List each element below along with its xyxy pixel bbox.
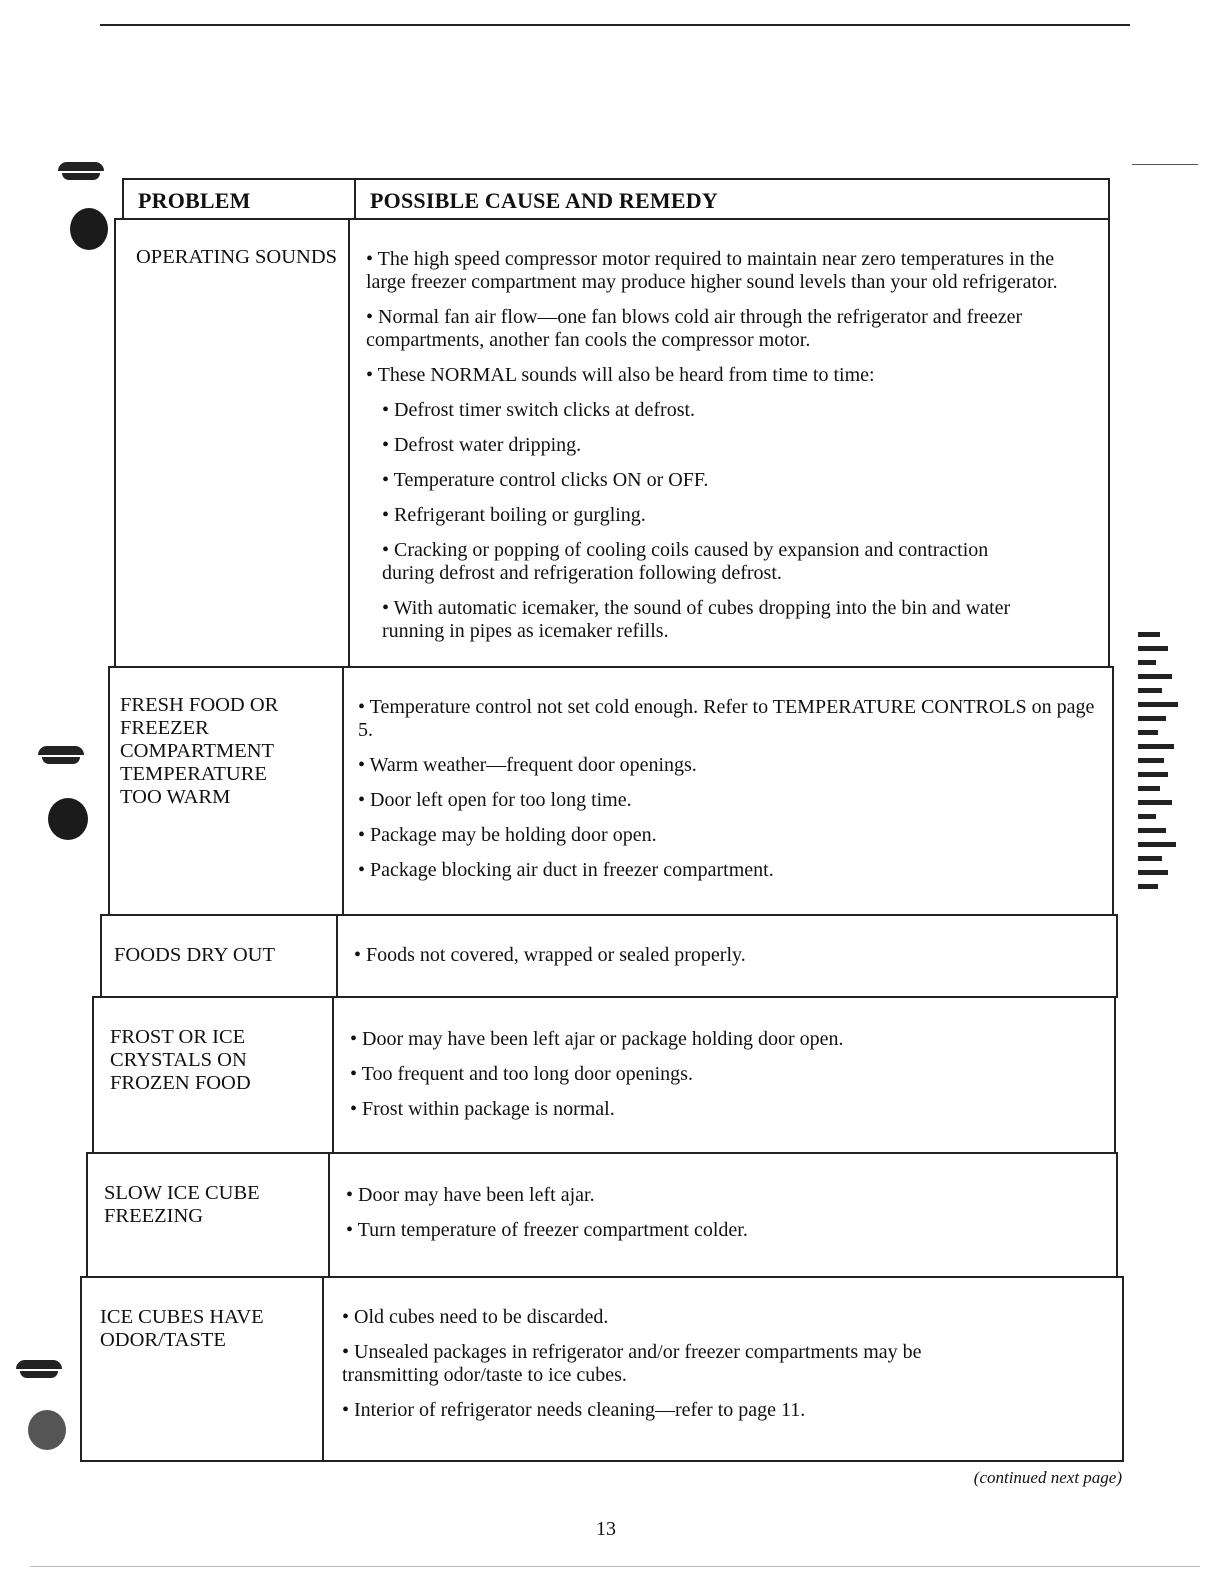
header-problem: PROBLEM [138, 188, 251, 213]
remedy-item: • Unsealed packages in refrigerator and/or freezer compartments may be transmitting odor/taste to ice cubes. [342, 1341, 922, 1386]
binder-clip-icon [16, 1360, 62, 1378]
problem-label: OPERATING SOUNDS [136, 246, 338, 268]
problem-label: FOODS DRY OUT [114, 944, 275, 966]
remedy-item: • Foods not covered, wrapped or sealed properly. [354, 944, 746, 966]
remedy-item: • The high speed compressor motor required to maintain near zero temperatures in the large freezer compartment may produce higher sound levels than your old refrigerator. [366, 248, 1058, 293]
table-row [92, 996, 1116, 1154]
binder-clip-icon [38, 746, 84, 764]
table-row [80, 1276, 1124, 1462]
remedy-item: • Too frequent and too long door openings. [350, 1063, 693, 1085]
remedy-item: • Door left open for too long time. [358, 789, 632, 811]
registration-marks [1138, 632, 1182, 898]
table-row [108, 666, 1114, 916]
remedy-item: • Interior of refrigerator needs cleaning—refer to page 11. [342, 1399, 806, 1421]
remedy-item: • Door may have been left ajar or package holding door open. [350, 1028, 844, 1050]
table-row [86, 1152, 1118, 1278]
right-rule [1132, 164, 1198, 165]
remedy-item: • Frost within package is normal. [350, 1098, 615, 1120]
remedy-list [346, 1184, 1086, 1254]
punch-hole-icon [48, 798, 88, 840]
header-remedy: POSSIBLE CAUSE AND REMEDY [370, 188, 718, 213]
remedy-item: • Cracking or popping of cooling coils caused by expansion and contraction during defrost and refrigeration following defrost. [382, 539, 989, 584]
remedy-list [358, 696, 1098, 894]
punch-hole-icon [70, 208, 108, 250]
remedy-item: • These NORMAL sounds will also be heard from time to time: [366, 364, 875, 386]
page-number: 13 [596, 1518, 616, 1540]
remedy-item: • Package blocking air duct in freezer compartment. [358, 859, 774, 881]
remedy-list [366, 248, 1096, 655]
remedy-item: • Temperature control clicks ON or OFF. [382, 469, 709, 491]
table-header-row [122, 178, 1110, 220]
remedy-item: • Temperature control not set cold enough. Refer to TEMPERATURE CONTROLS on page 5. [358, 696, 1095, 741]
table-row [100, 914, 1118, 998]
problem-label: ICE CUBES HAVE ODOR/TASTE [100, 1306, 264, 1351]
bottom-rule [30, 1566, 1200, 1567]
problem-label: FRESH FOOD OR FREEZER COMPARTMENT TEMPERATURE TOO WARM [120, 694, 279, 808]
remedy-list [342, 1306, 1002, 1434]
continued-note: (continued next page) [973, 1468, 1122, 1487]
remedy-item: • Defrost timer switch clicks at defrost. [382, 399, 696, 421]
binder-clip-icon [58, 162, 104, 180]
table-row [114, 218, 1110, 668]
top-rule [100, 24, 1130, 26]
punch-hole-icon [28, 1410, 66, 1450]
remedy-item: • With automatic icemaker, the sound of cubes dropping into the bin and water running in pipes as icemaker refills. [382, 597, 1011, 642]
problem-label: FROST OR ICE CRYSTALS ON FROZEN FOOD [110, 1026, 251, 1094]
remedy-item: • Door may have been left ajar. [346, 1184, 595, 1206]
remedy-list [354, 944, 1094, 979]
remedy-item: • Normal fan air flow—one fan blows cold air through the refrigerator and freezer compartments, another fan cools the compressor motor. [366, 306, 1023, 351]
remedy-item: • Turn temperature of freezer compartment colder. [346, 1219, 748, 1241]
remedy-item: • Defrost water dripping. [382, 434, 582, 456]
remedy-item: • Warm weather—frequent door openings. [358, 754, 697, 776]
remedy-item: • Refrigerant boiling or gurgling. [382, 504, 646, 526]
remedy-list [350, 1028, 1090, 1133]
remedy-item: • Old cubes need to be discarded. [342, 1306, 609, 1328]
problem-label: SLOW ICE CUBE FREEZING [104, 1182, 260, 1227]
remedy-item: • Package may be holding door open. [358, 824, 657, 846]
